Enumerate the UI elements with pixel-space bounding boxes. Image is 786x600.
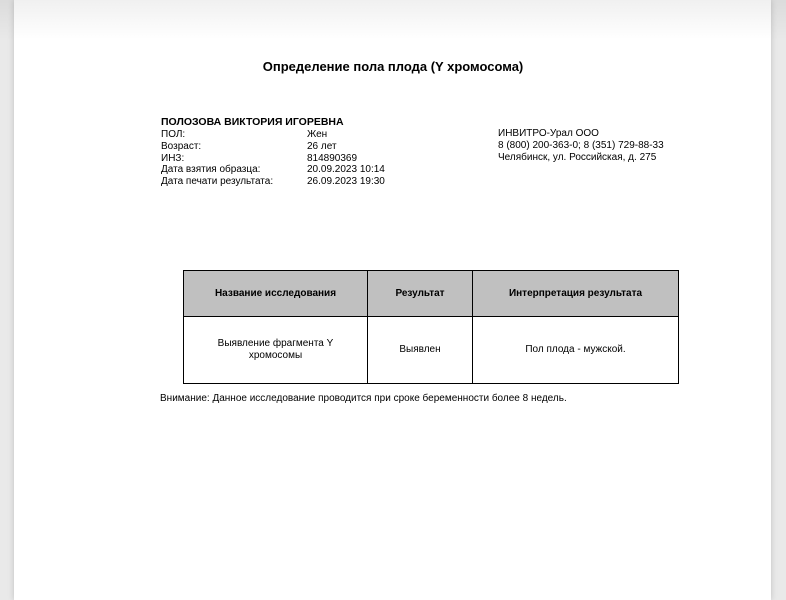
cell-test-name <box>184 317 368 384</box>
info-row-inz <box>161 153 385 165</box>
info-value: 26.09.2023 19:30 <box>307 176 385 188</box>
cell-result: Выявлен <box>368 317 473 384</box>
header-test-name: Название исследования <box>184 271 368 317</box>
patient-info <box>161 129 385 188</box>
table-row <box>184 317 679 384</box>
info-value: 20.09.2023 10:14 <box>307 164 385 176</box>
info-row-sex <box>161 129 385 141</box>
lab-info <box>498 128 664 163</box>
lab-address: Челябинск, ул. Российская, д. 275 <box>498 151 657 163</box>
header-result: Результат <box>368 271 473 317</box>
results-table <box>183 270 679 384</box>
info-label: ПОЛ: <box>161 129 186 140</box>
info-label: Возраст: <box>161 140 202 152</box>
info-row-print-date <box>161 176 385 188</box>
document-title: Определение пола плода (Y хромосома) <box>262 59 524 74</box>
attention-note: Внимание: Данное исследование проводится при сроке беременности более 8 недель. <box>160 393 567 404</box>
test-name-line: хромосомы <box>248 350 303 361</box>
info-label: ИНЗ: <box>161 152 185 164</box>
lab-phones: 8 (800) 200-363-0; 8 (351) 729-88-33 <box>498 139 664 151</box>
table-header-row <box>184 271 679 317</box>
info-value: 26 лет <box>307 140 337 152</box>
info-value: Жен <box>307 129 328 140</box>
info-label: Дата взятия образца: <box>161 164 261 176</box>
lab-name: ИНВИТРО-Урал ООО <box>498 128 599 139</box>
info-value: 814890369 <box>307 152 358 164</box>
info-row-sample-date <box>161 164 385 176</box>
header-interpretation: Интерпретация результата <box>473 271 679 317</box>
test-name-line: Выявление фрагмента Y <box>217 338 334 349</box>
info-label: Дата печати результата: <box>161 176 274 188</box>
patient-name: ПОЛОЗОВА ВИКТОРИЯ ИГОРЕВНА <box>161 116 344 128</box>
info-row-age <box>161 141 385 153</box>
cell-interpretation: Пол плода - мужской. <box>473 317 679 384</box>
